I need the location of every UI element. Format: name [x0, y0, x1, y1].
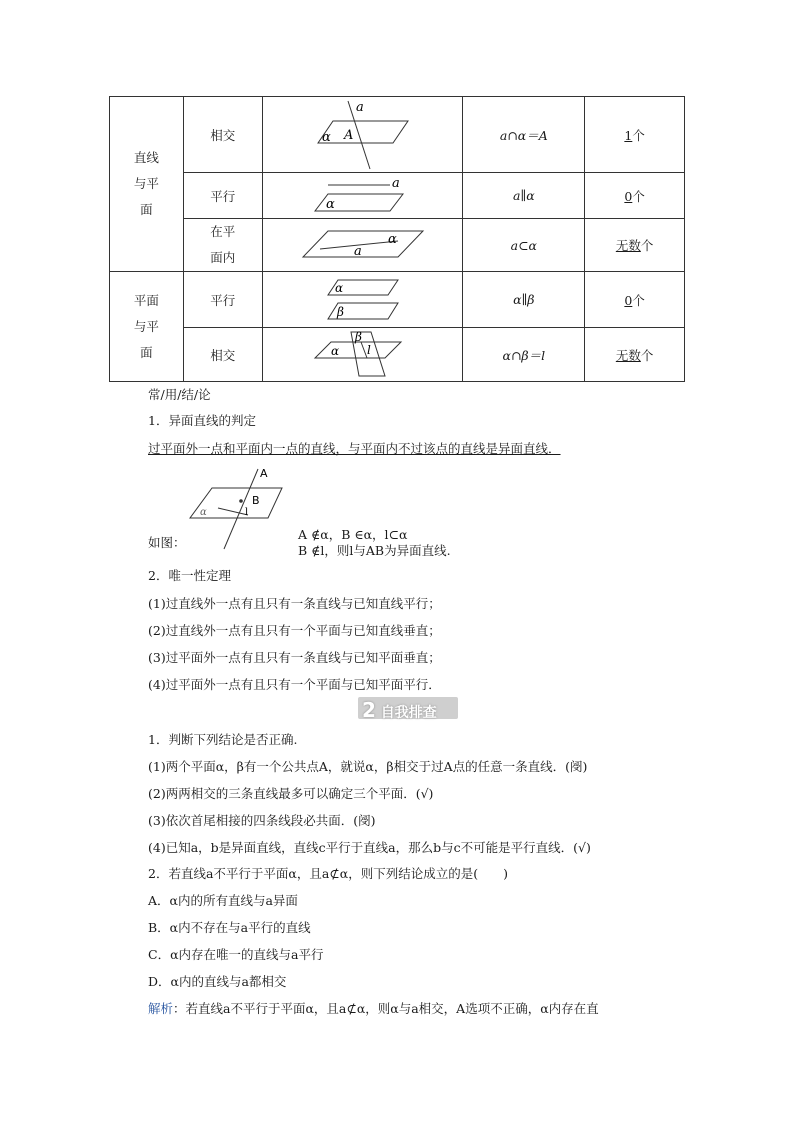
category-line-plane: 直线 与平 面 — [110, 97, 184, 272]
category-plane-plane: 平面 与平 面 — [110, 272, 184, 382]
analysis: 解析：若直线a不平行于平面α，且a⊄α，则α与a相交，A选项不正确，α内存在直 — [148, 1001, 599, 1016]
theorem-2: (2)过直线外一点有且只有一个平面与已知直线垂直； — [148, 623, 441, 638]
conclusions-heading: 常/用/结/论 — [148, 387, 211, 402]
svg-text:α: α — [325, 196, 335, 212]
relation-label: 平行 — [183, 272, 262, 328]
theorem-1: (1)过直线外一点有且只有一条直线与已知直线平行； — [148, 596, 441, 611]
theorem-3: (3)过平面外一点有且只有一条直线与已知平面垂直； — [148, 650, 441, 665]
svg-text:l: l — [366, 342, 371, 357]
count: 无数个 — [585, 328, 685, 382]
figure-line-parallel-plane — [262, 173, 463, 219]
svg-text:β: β — [354, 329, 362, 344]
svg-text:β: β — [336, 304, 344, 319]
svg-text:α: α — [321, 129, 331, 145]
svg-text:α: α — [330, 343, 339, 358]
item1-title: 1．异面直线的判定 — [148, 413, 256, 428]
section-banner-text: 2 自我排查 — [362, 698, 437, 722]
q2-option-a: A．α内的所有直线与a异面 — [148, 893, 298, 908]
relation-label: 平行 — [183, 173, 262, 219]
svg-text:a: a — [353, 244, 362, 259]
q2-option-b: B．α内不存在与a平行的直线 — [148, 920, 311, 935]
notation: a⊂α — [463, 219, 585, 272]
svg-text:l: l — [245, 507, 249, 518]
relations-table — [109, 96, 685, 382]
svg-text:α: α — [200, 507, 207, 518]
figure-prefix: 如图： — [148, 535, 186, 550]
q1-item-4: (4)已知a，b是异面直线，直线c平行于直线a，那么b与c不可能是平行直线．(√) — [148, 840, 591, 855]
svg-text:B: B — [252, 494, 260, 507]
svg-text:A: A — [260, 467, 268, 480]
relation-label: 在平 面内 — [183, 219, 262, 272]
svg-text:A: A — [343, 127, 353, 143]
theorem-4: (4)过平面外一点有且只有一个平面与已知平面平行． — [148, 677, 441, 692]
count: 无数个 — [585, 219, 685, 272]
item2-title: 2．唯一性定理 — [148, 568, 231, 583]
relation-label: 相交 — [183, 97, 262, 173]
q1-item-1: (1)两个平面α，β有一个公共点A，就说α，β相交于过A点的任意一条直线．(阌) — [148, 759, 588, 774]
q2-title: 2．若直线a不平行于平面α，且a⊄α，则下列结论成立的是( ) — [148, 866, 508, 881]
count: 0个 — [585, 173, 685, 219]
item1-rule: 过平面外一点和平面内一点的直线，与平面内不过该点的直线是异面直线． — [148, 441, 561, 456]
figure-planes-intersect — [262, 328, 463, 382]
figure-planes-parallel — [262, 272, 463, 328]
figure-note-2: B ∉l，则l与AB为异面直线. — [298, 543, 451, 558]
svg-text:α: α — [334, 280, 343, 295]
count: 0个 — [585, 272, 685, 328]
q1-title: 1．判断下列结论是否正确. — [148, 732, 298, 747]
q2-option-d: D．α内的直线与a都相交 — [148, 974, 287, 989]
relation-label: 相交 — [183, 328, 262, 382]
q2-option-c: C．α内存在唯一的直线与a平行 — [148, 947, 324, 962]
figure-line-in-plane — [262, 219, 463, 272]
skew-lines-figure — [188, 463, 288, 555]
notation: a∥α — [463, 173, 585, 219]
figure-line-intersects-plane — [262, 97, 463, 173]
notation: a∩α＝A — [463, 97, 585, 173]
count: 1个 — [585, 97, 685, 173]
figure-note-1: A ∉α，B ∈α，l⊂α — [298, 527, 408, 542]
svg-text:a: a — [355, 99, 364, 115]
notation: α∥β — [463, 272, 585, 328]
q1-item-3: (3)依次首尾相接的四条线段必共面．(阌) — [148, 813, 376, 828]
svg-text:a: a — [391, 175, 400, 191]
q1-item-2: (2)两两相交的三条直线最多可以确定三个平面．(√) — [148, 786, 434, 801]
svg-text:α: α — [387, 232, 397, 247]
notation: α∩β＝l — [463, 328, 585, 382]
